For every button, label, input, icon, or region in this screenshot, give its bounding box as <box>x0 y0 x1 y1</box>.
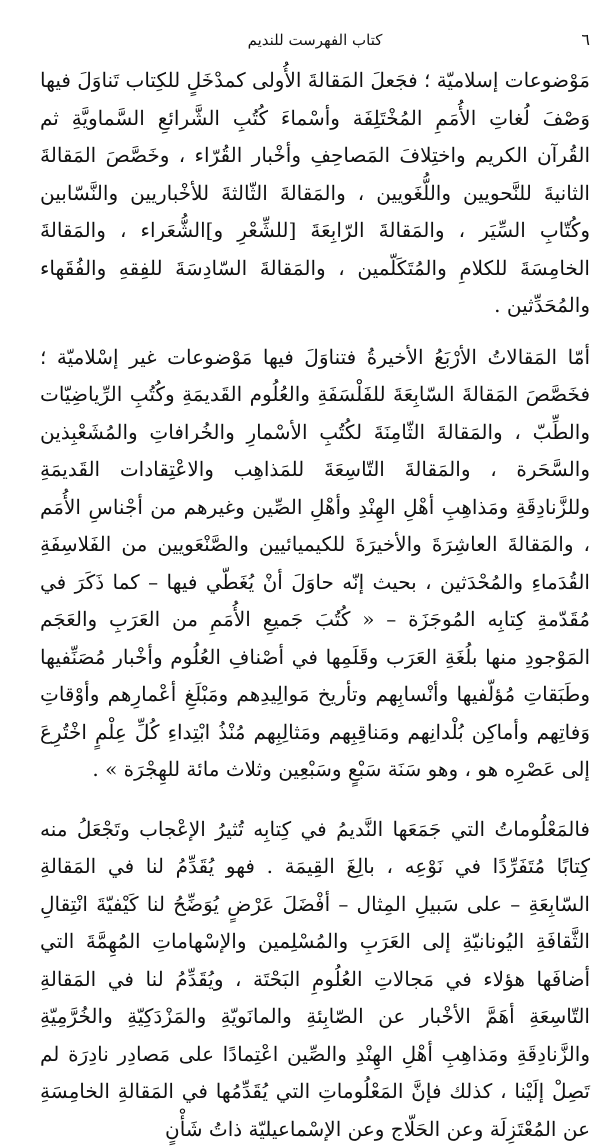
paragraph-3: فالمَعْلُوماتُ التي جَمَعَها النَّديمُ في كِتابِه تُثيرُ الإعْجاب وتَجْعَلُ منه كِتابًا مُتَفَرِّدًا في نَوْعِه ، بالِغَ القِيمَة . فهو يُقَدِّمُ لنا في المَقالةِ السّابِعَةِ – على سَبيلِ المِثال – أفْضَلَ عَرْضٍ يُوَضِّحُ لنا كَيْفيّةَ انْتِقالِ الثَّقافَةِ اليُونانيّةِ إلى العَرَبِ والمُسْلِمين والإسْهاماتِ المُهِمَّةَ التي أضافَها هؤلاء في مَجالاتِ العُلُومِ البَحْتَة ، ويُقَدِّمُ لنا في المَقالةِ التّاسِعَةِ أهَمَّ الأخْبار عن الصّابِئةِ والمانَويّةِ والمَزْدَكِيّةِ والخُرَّمِيّةِ والزَّنادِقَةِ ومَذاهِبِ أهْلِ الهِنْدِ والصِّين اعْتِمادًا على مَصادِر نادِرَة لم تَصِلْ إلَيْنا ، كذلك فإنَّ المَعْلُوماتِ التي يُقَدِّمُها في المَقالةِ الخامِسَةِ عن المُعْتَزِلَة وعن الحَلّاج وعن الإسْماعيليّة ذاتُ شَأْنٍ <box>40 811 590 1148</box>
document-page <box>40 22 590 1148</box>
paragraph-1: مَوْضوعات إسلاميّة ؛ فجَعلَ المَقالةَ الأُولى كمدْخَلٍ للكِتاب تَناوَلَ فيها وَصْفَ لُغاتِ الأُمَمِ المُخْتَلِفَة وأسْماءَ كُتُبِ الشَّرائعِ السَّماويَّةِ ثم القُرآن الكريم واختِلافَ المَصاحِفِ وأخْبار القُرّاء ، وخَصَّصَ المَقالةَ الثانيةَ للنَّحويين واللُّغَويين ، والمَقالةَ الثّالثةَ للأخْباريين والنَّسّابين وكُتّابِ السِّيَر ، والمَقالةَ الرّابِعَةَ [للشِّعْرِ و]الشُّعَراء ، والمَقالةَ الخامِسَةَ للكلامِ والمُتَكَلّمين ، والمَقالةَ السّادِسَةَ للفِقهِ والفُقَهاء والمُحَدِّثين . <box>40 62 590 325</box>
page-header <box>40 22 590 62</box>
page-number: ٦ <box>581 30 590 49</box>
paragraph-2: أمّا المَقالاتُ الأرْبَعُ الأخيرةُ فتناوَلَ فيها مَوْضوعات غير إسْلاميّة ؛ فخَصَّصَ المَقالةَ السّابِعَةَ للفَلْسَفَةِ والعُلُوم القَديمَةِ وكُتُبِ الرِّياضِيّات والطِّبّ ، والمَقالةَ الثّامِنَةَ لكُتُبِ الأسْمارِ والخُرافاتِ والمُشَعْبِذين والسَّحَرة ، والمَقالةَ التّاسِعَةَ للمَذاهِب والاعْتِقادات القَديمَةِ وللزَّنادِقَةِ ومَذاهِبِ أهْلِ الهِنْدِ وأهْلِ الصِّين وغيرهم من أجْناسِ الأُمَم ، والمَقالةَ العاشِرَةَ والأخيرَةَ للكيميائيين والصَّنْعَويين من الفَلاسِفَةِ القُدَماءِ والمُحْدَثين ، بحيث إنّه حاوَلَ أنْ يُغَطّي فيها – كما ذَكَرَ في مُقَدّمةِ كِتابِه المُوجَزَة – « كُتُبَ جَميعِ الأُمَمِ من العَرَبِ والعَجَم المَوْجودِ منها بلُغَةِ العَرَب وقَلَمِها في أصْنافِ العُلُوم وأخْبار مُصَنِّفيها وطَبَقاتِ مُؤلّفيها وأنْسابِهم وتأريخ مَوالِيدِهم ومَبْلَغِ أعْمارِهم وأوْقاتِ وَفاتِهم وأماكِن بُلْدانِهم ومَناقِبِهم ومَثالِبِهم مُنْذُ ابْتِداءِ كُلِّ عِلْمٍ اخْتُرِعَ إلى عَصْرِه هو ، وهو سَنَة سَبْعٍ وسَبْعِين وثلاث مائة للهِجْرَة » . <box>40 339 590 789</box>
running-title: كتاب الفهرست للنديم <box>248 31 383 49</box>
